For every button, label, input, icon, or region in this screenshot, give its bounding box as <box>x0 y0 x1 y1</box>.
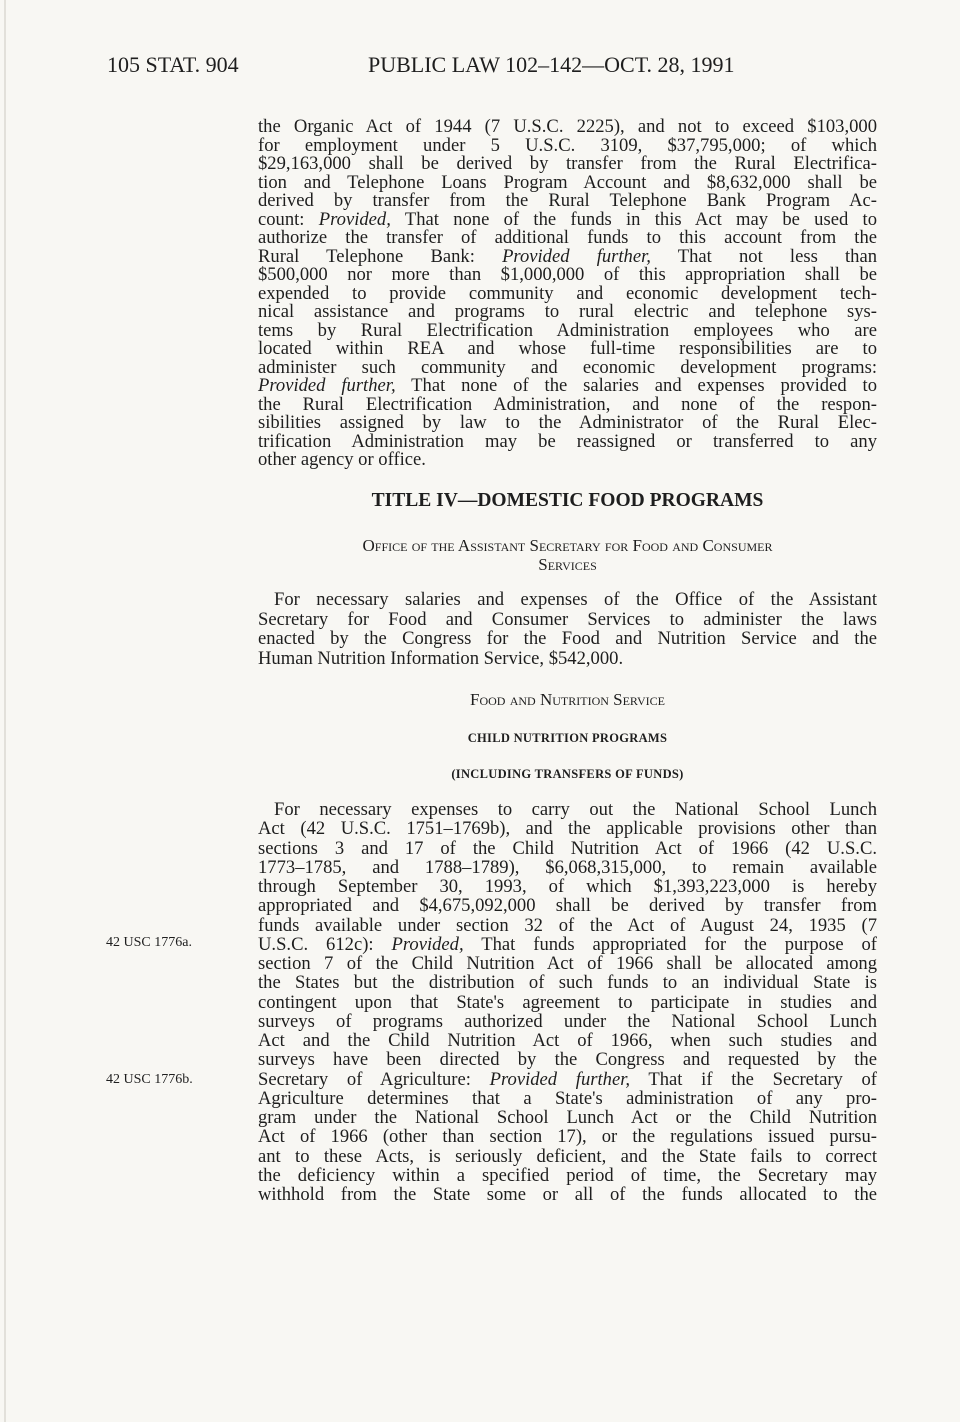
text-line <box>258 1012 877 1031</box>
text-line <box>258 877 877 896</box>
text-segment: through September 30, 1993, of which $1,393,223,000 is hereby <box>258 876 877 897</box>
text-segment: Act and the Child Nutrition Act of 1966, when such studies and <box>258 1030 877 1051</box>
text-segment: Human Nutrition Information Service, $542,000. <box>258 648 624 670</box>
text-segment: That none of the funds in this Act may be used to <box>390 208 877 230</box>
text-segment: authorize the transfer of additional funds to this account from the <box>258 227 877 248</box>
text-segment: $29,163,000 shall be derived by transfer from the Rural Electrifica- <box>258 153 877 174</box>
text-segment: other agency or office. <box>258 449 426 470</box>
title-heading: TITLE IV—DOMESTIC FOOD PROGRAMS <box>371 490 764 511</box>
text-line <box>258 1185 877 1204</box>
child-nutrition-heading: CHILD NUTRITION PROGRAMS <box>467 731 668 745</box>
italic-proviso: Provided, <box>318 208 391 230</box>
text-segment: trification Administration may be reassigned or transferred to any <box>258 430 877 452</box>
text-segment: the Rural Electrification Administration, and none of the respon- <box>258 393 877 415</box>
text-segment: 1773–1785, and 1788–1789), $6,068,315,000, to remain available <box>258 856 877 878</box>
text-segment: sibilities assigned by law to the Administrator of the Rural Elec- <box>258 412 877 433</box>
text-line <box>258 590 877 610</box>
text-line <box>258 610 877 630</box>
text-segment: surveys of programs authorized under the National School Lunch <box>258 1010 877 1032</box>
text-segment: appropriated and $4,675,092,000 shall be derived by transfer from <box>258 895 877 917</box>
italic-proviso: Provided, <box>391 933 464 955</box>
text-segment: $500,000 nor more than $1,000,000 of this appropriation shall be <box>258 264 877 285</box>
paragraph-office-asst-secretary <box>258 590 877 669</box>
text-segment: Secretary for Food and Consumer Services to administer the laws <box>258 608 877 630</box>
text-line <box>258 858 877 877</box>
statute-page-number: 105 STAT. 904 <box>107 52 239 77</box>
text-line <box>258 819 877 838</box>
text-segment: expended to provide community and economic development tech- <box>258 282 877 304</box>
text-segment: Secretary of Agriculture: <box>258 1068 490 1090</box>
margin-note-1776b: 42 USC 1776b. <box>106 1072 193 1087</box>
text-line <box>258 649 877 669</box>
including-transfers-heading: (INCLUDING TRANSFERS OF FUNDS) <box>451 767 684 781</box>
text-line <box>258 935 877 954</box>
paragraph-rea-salaries <box>258 118 877 470</box>
margin-note-1776a: 42 USC 1776a. <box>106 935 192 950</box>
text-segment: That not less than <box>650 245 877 267</box>
text-line <box>258 954 877 973</box>
text-segment: Agriculture determines that a State's administration of any pro- <box>258 1087 877 1109</box>
text-segment: the Organic Act of 1944 (7 U.S.C. 2225), and not to exceed $103,000 <box>258 116 877 137</box>
text-line <box>258 1050 877 1069</box>
text-segment: tems by Rural Electrification Administration employees who are <box>258 319 877 341</box>
text-segment: nical assistance and programs to rural electric and telephone sys- <box>258 301 877 322</box>
text-line <box>258 1089 877 1108</box>
text-segment: for employment under 5 U.S.C. 3109, $37,795,000; of which <box>258 134 877 156</box>
text-line <box>258 800 877 819</box>
text-segment: funds available under section 32 of the Act of August 24, 1935 (7 <box>258 914 877 936</box>
text-segment: count: <box>258 208 319 230</box>
text-segment: For necessary expenses to carry out the National School Lunch <box>274 799 877 820</box>
italic-proviso: Provided further, <box>502 245 651 267</box>
text-segment: ant to these Acts, is seriously deficient, and the State fails to correct <box>258 1145 877 1167</box>
text-line <box>258 973 877 992</box>
text-line <box>258 1147 877 1166</box>
office-heading-line-1: Office of the Assistant Secretary for Food and Consumer <box>362 536 773 555</box>
text-line <box>258 1108 877 1127</box>
scan-edge <box>4 0 6 1422</box>
text-line <box>258 916 877 935</box>
text-segment: section 7 of the Child Nutrition Act of 1966 shall be allocated among <box>258 953 877 974</box>
text-segment: gram under the National School Lunch Act or the Child Nutrition <box>258 1107 877 1128</box>
text-segment: tion and Telephone Loans Program Account and $8,632,000 shall be <box>258 171 877 193</box>
italic-proviso: Provided further, <box>489 1068 631 1090</box>
text-segment: withhold from the State some or all of the funds allocated to the <box>258 1184 877 1205</box>
text-segment: That none of the salaries and expenses provided to <box>395 375 878 396</box>
text-segment: That if the Secretary of <box>630 1068 877 1090</box>
text-line <box>258 629 877 649</box>
text-line <box>258 839 877 858</box>
text-line <box>258 1070 877 1089</box>
text-segment: U.S.C. 612c): <box>258 933 392 955</box>
text-segment: derived by transfer from the Rural Telephone Bank Program Ac- <box>258 190 877 211</box>
text-segment: contingent upon that State's agreement to participate in studies and <box>258 991 877 1013</box>
text-line <box>258 1166 877 1185</box>
text-segment: administer such community and economic development programs: <box>258 356 877 378</box>
text-segment: sections 3 and 17 of the Child Nutrition Act of 1966 (42 U.S.C. <box>258 837 877 859</box>
text-segment: That funds appropriated for the purpose of <box>463 933 878 955</box>
text-segment: enacted by the Congress for the Food and Nutrition Service and the <box>258 628 877 650</box>
text-segment: the States but the distribution of such funds to an individual State is <box>258 972 877 994</box>
paragraph-child-nutrition <box>258 800 877 1204</box>
fns-heading: Food and Nutrition Service <box>470 690 665 709</box>
text-segment: the deficiency within a specified period of time, the Secretary may <box>258 1164 877 1186</box>
italic-proviso: Provided further, <box>258 375 396 396</box>
text-line <box>258 1127 877 1146</box>
office-heading-line-2: Services <box>538 555 597 574</box>
text-segment: Act of 1966 (other than section 17), or the regulations issued pursu- <box>258 1126 877 1148</box>
text-line <box>258 993 877 1012</box>
text-line <box>258 1031 877 1050</box>
text-segment: Rural Telephone Bank: <box>258 245 503 267</box>
text-segment: For necessary salaries and expenses of the Office of the Assistant <box>274 589 877 610</box>
text-line <box>258 896 877 915</box>
text-segment: surveys have been directed by the Congress and requested by the <box>258 1049 877 1071</box>
text-line <box>258 451 877 470</box>
text-segment: located within REA and whose full-time responsibilities are to <box>258 338 877 359</box>
text-segment: Act (42 U.S.C. 1751–1769b), and the applicable provisions other than <box>258 818 877 840</box>
running-head: PUBLIC LAW 102–142—OCT. 28, 1991 <box>368 52 735 77</box>
